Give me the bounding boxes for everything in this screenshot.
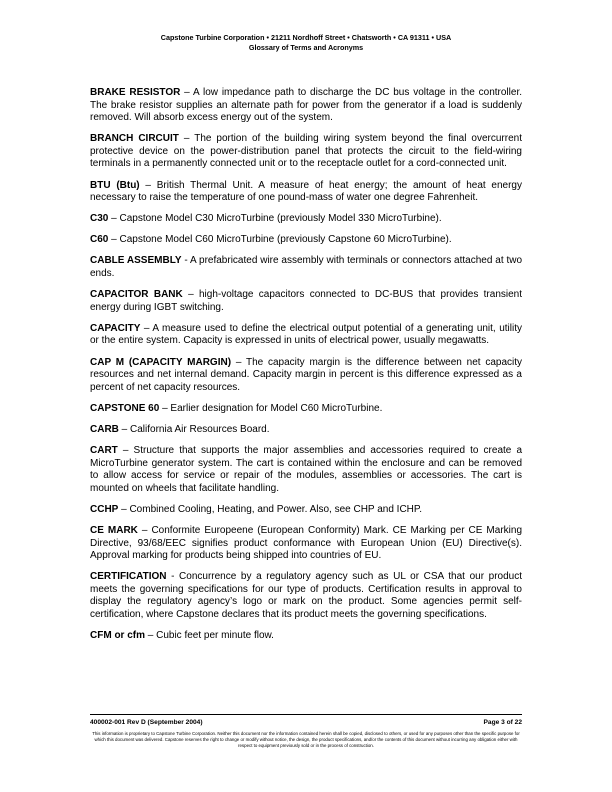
glossary-entry-btu xyxy=(90,180,522,205)
proprietary-disclaimer: This information is proprietary to Capstone Turbine Corporation. Neither this document nor the information contained herein shall be copied, disclosed to others, or used for any purposes other than the specific purpose for which this document was delivered. Capstone reserves the right to change or modify without notice, the design, the product specifications, and/or the contents of this document without incurring any obligation either with respect to equipment previously sold or in the process of construction. xyxy=(92,731,520,749)
glossary-term: CAPACITY xyxy=(90,322,141,334)
glossary-entry-ce-mark xyxy=(90,525,522,563)
page-footer xyxy=(90,719,522,729)
glossary-content xyxy=(90,87,522,651)
company-address-line: Capstone Turbine Corporation • 21211 Nordhoff Street • Chatsworth • CA 91311 • USA xyxy=(160,33,452,42)
footer-divider xyxy=(90,714,522,715)
glossary-term: CERTIFICATION xyxy=(90,571,167,583)
glossary-entry-c60 xyxy=(90,234,522,247)
glossary-entry-certification xyxy=(90,571,522,621)
glossary-term: C30 xyxy=(90,213,109,225)
glossary-definition: – A measure used to define the electrical output potential of a generating unit, utility or the entire system. Capacity is expressed in units of electrical power, usually megawatts. xyxy=(90,322,522,347)
glossary-entry-c30 xyxy=(90,213,522,226)
glossary-definition: – British Thermal Unit. A measure of heat energy; the amount of heat energy necessary to raise the temperature of one pound-mass of water one degree Fahrenheit. xyxy=(90,179,522,204)
glossary-entry-cchp xyxy=(90,504,522,517)
document-number: 400002-001 Rev D (September 2004) xyxy=(90,719,203,726)
glossary-term: CFM or cfm xyxy=(90,630,145,642)
glossary-term: CAPACITOR BANK xyxy=(90,289,183,301)
glossary-definition: – California Air Resources Board. xyxy=(118,423,270,435)
glossary-definition: – Combined Cooling, Heating, and Power. Also, see CHP and ICHP. xyxy=(118,503,423,515)
glossary-entry-carb xyxy=(90,424,522,437)
glossary-entry-brake-resistor xyxy=(90,87,522,125)
glossary-entry-cfm xyxy=(90,630,522,643)
glossary-definition: – Conformite Europeene (European Conformity) Mark. CE Marking per CE Marking Directive, 93/68/EEC signifies product conformance with European Union (EU) Directive(s). Approval marking for products being shipped into countries of EU. xyxy=(90,524,522,562)
glossary-entry-capacitor-bank xyxy=(90,289,522,314)
glossary-term: CCHP xyxy=(90,503,119,515)
page-number: Page 3 of 22 xyxy=(483,719,522,726)
page-header xyxy=(0,33,612,53)
glossary-term: CAPSTONE 60 xyxy=(90,402,160,414)
glossary-definition: – Earlier designation for Model C60 MicroTurbine. xyxy=(159,402,383,414)
glossary-definition: – Cubic feet per minute flow. xyxy=(145,630,274,642)
glossary-term: CABLE ASSEMBLY xyxy=(90,255,182,267)
glossary-definition: – Capstone Model C60 MicroTurbine (previously Capstone 60 MicroTurbine). xyxy=(108,234,452,246)
document-title: Glossary of Terms and Acronyms xyxy=(248,43,364,52)
glossary-definition: – Structure that supports the major assemblies and accessories required to create a MicroTurbine generator system. The cart is contained within the enclosure and can be removed to allow access for service or repair of the modules, assemblies or accessories. The cart is mounted on wheels that facilitate handling. xyxy=(90,444,522,494)
glossary-term: BTU (Btu) xyxy=(90,179,140,191)
glossary-definition: - Concurrence by a regulatory agency such as UL or CSA that our product meets the governing specifications for our type of products. Certification results in approval to display the regulatory agency’s logo or mark on the product. Some agencies permit self-certification, where Capstone declares that its product meets the governing specifications. xyxy=(90,571,522,620)
glossary-definition: – high-voltage capacitors connected to DC-BUS that provides transient energy during IGBT switching. xyxy=(90,289,523,313)
glossary-entry-capacity-margin xyxy=(90,357,522,395)
glossary-term: C60 xyxy=(90,234,109,246)
glossary-definition: - A prefabricated wire assembly with terminals or connectors attached at two ends. xyxy=(90,255,522,280)
glossary-definition: – A low impedance path to discharge the DC bus voltage in the controller. The brake resistor supplies an alternate path for power from the generator if a load is suddenly removed. Will absorb excess energy out of the system. xyxy=(90,87,522,124)
glossary-term: BRANCH CIRCUIT xyxy=(90,133,179,145)
glossary-term: BRAKE RESISTOR xyxy=(90,87,181,98)
glossary-term: CAP M (CAPACITY MARGIN) xyxy=(90,356,232,368)
glossary-definition: – The capacity margin is the difference between net capacity resources and net internal demand. Capacity margin in percent is this difference expressed as a percent of net capacity resources. xyxy=(90,356,523,393)
glossary-definition: – Capstone Model C30 MicroTurbine (previously Model 330 MicroTurbine). xyxy=(108,213,442,225)
glossary-entry-capacity xyxy=(90,323,522,348)
glossary-term: CART xyxy=(90,444,118,456)
glossary-entry-capstone-60 xyxy=(90,403,522,416)
glossary-definition: – The portion of the building wiring system beyond the final overcurrent protective device on the power-distribution panel that protects the circuit to the field-wiring terminals in a permanently connected unit or to the receptacle outlet for a cord-connected unit. xyxy=(90,133,522,170)
glossary-entry-cable-assembly xyxy=(90,255,522,280)
glossary-term: CARB xyxy=(90,423,119,435)
glossary-entry-cart xyxy=(90,445,522,495)
glossary-term: CE MARK xyxy=(90,524,138,536)
glossary-entry-branch-circuit xyxy=(90,133,522,171)
